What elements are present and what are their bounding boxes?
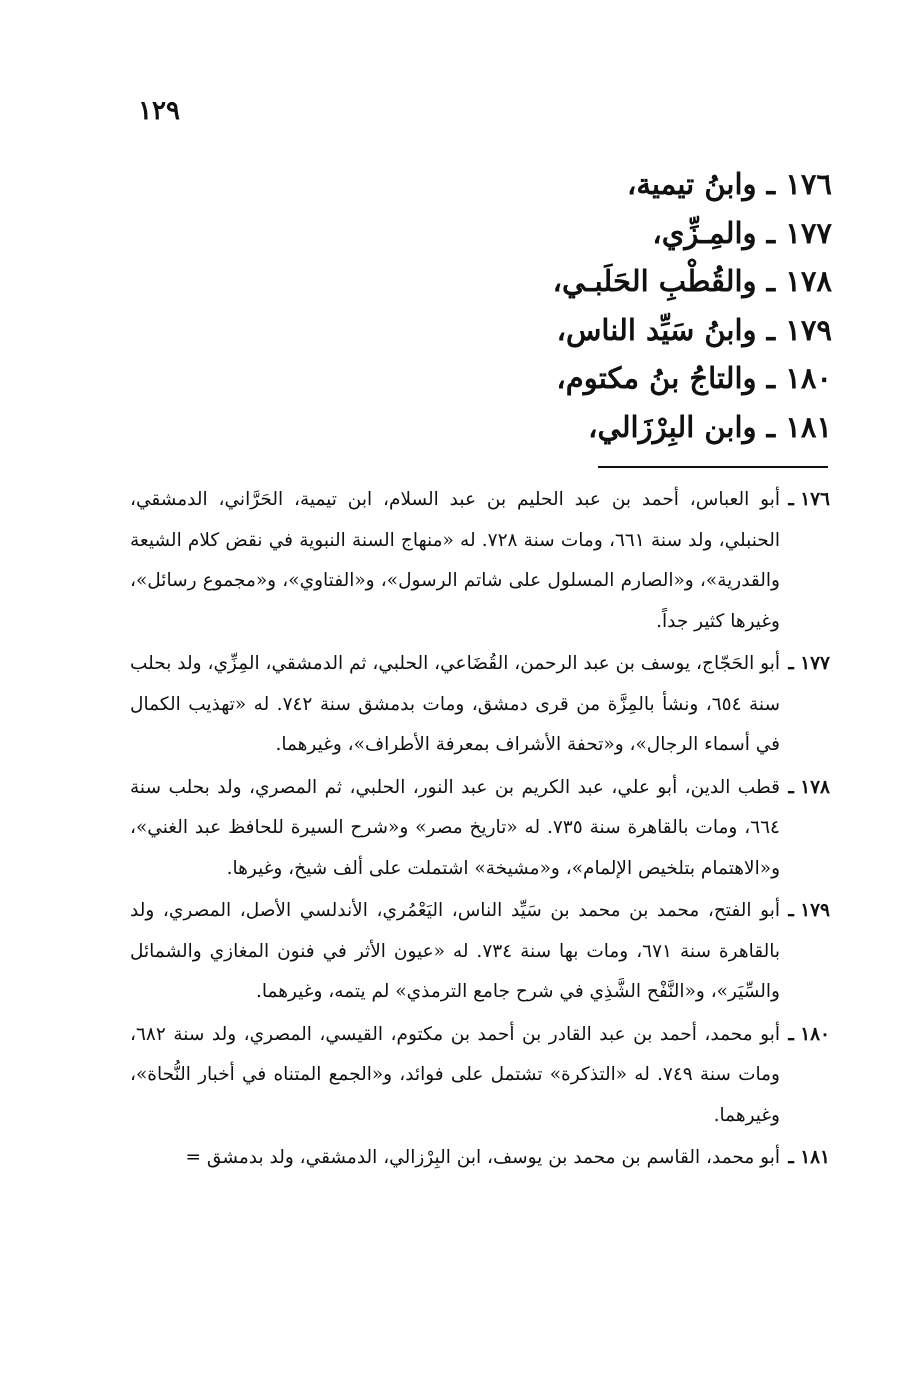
verse-number: ١٨٠ ـ: [766, 361, 832, 396]
verse-line: [412, 160, 832, 209]
footnote-number: ١٧٩ ـ: [788, 900, 830, 921]
verse-text: وابنُ تيمية،: [627, 167, 757, 201]
footnote: [130, 480, 830, 642]
footnote: [130, 644, 830, 766]
verse-number: ١٧٨ ـ: [766, 264, 832, 299]
footnote-text: أبو الحَجّاج، يوسف بن عبد الرحمن، القُضَاعي، الحلبي، ثم الدمشقي، المِزِّي، ولد بحلب سنة ٦٥٤، ونشأ بالمِزَّة من قرى دمشق، ومات بدمشق سنة ٧٤٢. له «تهذيب الكمال في أسماء الرجال»، و«تحفة الأشراف بمعرفة الأطراف»، وغيرهما.: [130, 653, 781, 755]
footnotes: [130, 480, 830, 1181]
verse-number: ١٧٦ ـ: [766, 167, 832, 201]
page-number: ١٢٩: [138, 96, 180, 126]
verse-line: [412, 209, 832, 258]
verse-number: ١٧٧ ـ: [766, 215, 832, 250]
footnote-text: أبو محمد، القاسم بن محمد بن يوسف، ابن البِرْزالي، الدمشقي، ولد بدمشق =: [185, 1147, 780, 1168]
footnote-text: قطب الدين، أبو علي، عبد الكريم بن عبد النور، الحلبي، ثم المصري، ولد بحلب سنة ٦٦٤، ومات بالقاهرة سنة ٧٣٥. له «تاريخ مصر» و«شرح السيرة للحافظ عبد الغني»، و«الاهتمام بتلخيص الإلمام»، و«مشيخة» اشتملت على ألف شيخ، وغيرها.: [130, 776, 780, 879]
footnote-text: أبو محمد، أحمد بن عبد القادر بن أحمد بن مكتوم، القيسي، المصري، ولد سنة ٦٨٢، ومات سنة ٧٤٩. له «التذكرة» تشتمل على فوائد، و«الجمع المتناه في أخبار النُّحاة»، وغيرهما.: [130, 1023, 780, 1126]
verse-line: [412, 257, 832, 306]
verse-line: [412, 403, 832, 452]
verse-text: وابن البِرْزَالي،: [588, 409, 757, 444]
verse-text: والمِـزِّي،: [652, 215, 757, 250]
footnote: [130, 1015, 830, 1137]
footnote-text: أبو الفتح، محمد بن محمد بن سَيِّد الناس، اليَعْمُري، الأندلسي الأصل، المصري، ولد بالقاهرة سنة ٦٧١، ومات بها سنة ٧٣٤. له «عيون الأثر في فنون المغازي والشمائل والسِّيَر»، و«النَّفْح الشَّذِي في شرح جامع الترمذي» لم يتمه، وغيرهما.: [130, 900, 780, 1002]
footnote: [130, 768, 830, 890]
verse-line: [412, 354, 832, 403]
verse-text: والتاجُ بنُ مكتوم،: [556, 361, 757, 396]
footnote-number: ١٨٠ ـ: [788, 1023, 830, 1045]
footnote-number: ١٧٨ ـ: [788, 776, 830, 798]
footnote: [130, 1138, 830, 1179]
footnote-number: ١٧٦ ـ: [788, 489, 830, 510]
footnote-number: ١٧٧ ـ: [788, 653, 830, 674]
footnote-separator: [598, 466, 828, 468]
verse-line: [412, 306, 832, 355]
footnote-text: أبو العباس، أحمد بن عبد الحليم بن عبد السلام، ابن تيمية، الحَرَّاني، الدمشقي، الحنبلي، ولد سنة ٦٦١، ومات سنة ٧٢٨. له «منهاج السنة النبوية في نقض كلام الشيعة والقدرية»، و«الصارم المسلول على شاتم الرسول»، و«الفتاوي»، و«مجموع رسائل»، وغيرها كثير جداً.: [130, 489, 781, 632]
verse-number: ١٨١ ـ: [766, 409, 832, 444]
verse-text: وابنُ سَيِّد الناس،: [556, 312, 757, 347]
verse-text: والقُطْبِ الحَلَبـي،: [552, 264, 757, 299]
verse-number: ١٧٩ ـ: [766, 312, 832, 347]
footnote: [130, 891, 830, 1013]
footnote-number: ١٨١ ـ: [788, 1147, 830, 1168]
verse-list: [412, 160, 832, 452]
